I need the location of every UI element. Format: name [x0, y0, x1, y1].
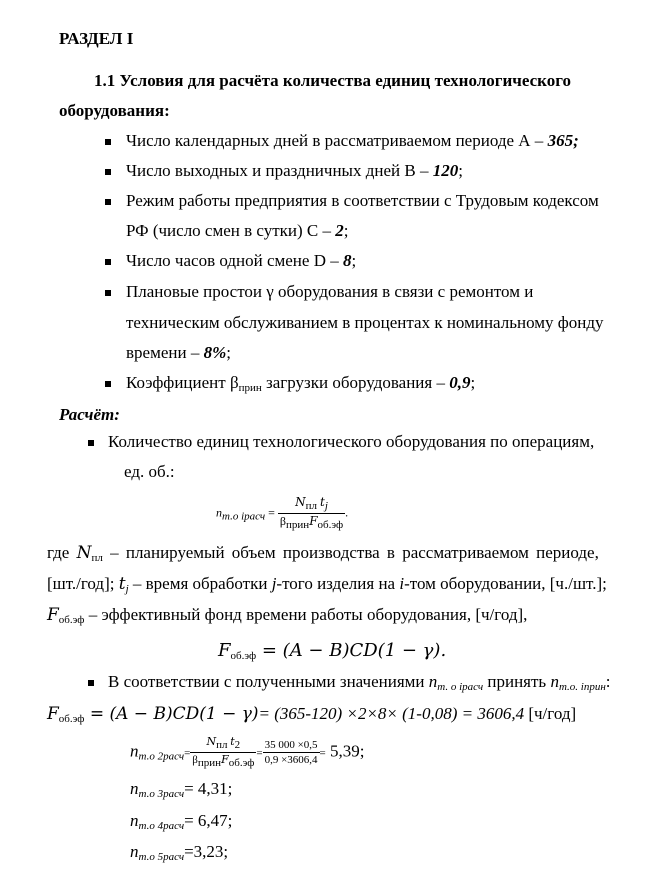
subscript: пл	[91, 552, 103, 564]
formula-var: β	[279, 514, 287, 528]
condition-item-downtime-line3	[126, 343, 231, 363]
condition-value: 365;	[547, 131, 579, 150]
condition-text: Число выходных и праздничных дней В –	[126, 161, 433, 180]
subscript: об.эф	[58, 614, 85, 626]
result-text: В соответствии с полученными значениями	[108, 672, 429, 691]
formula-var: n	[550, 672, 559, 691]
bullet-icon	[105, 259, 111, 265]
formula-unit: [ч/год]	[524, 704, 577, 723]
subscript: 2	[234, 739, 241, 751]
formula-var: n	[130, 741, 139, 761]
fraction-denominator	[278, 514, 345, 532]
condition-item-downtime-line2: техническим обслуживанием в процентах к номинальному фонду	[126, 313, 604, 332]
condition-suffix: ;	[470, 373, 476, 392]
formula-rhs: = (A − B)CD(1 − γ).	[256, 640, 447, 661]
calc-bullet-line1: Количество единиц технологического оборудования по операциям,	[108, 432, 595, 451]
result-value: =3,23;	[184, 842, 229, 861]
section-title: РАЗДЕЛ I	[59, 29, 134, 48]
subscript: т.о. iприн	[558, 681, 606, 693]
formula-var: n	[130, 811, 139, 830]
formula-var: F	[47, 605, 59, 625]
formula-var: n	[130, 779, 139, 798]
condition-value: 2	[335, 221, 344, 240]
fraction-numerator: 35 000 ×0,5	[264, 739, 318, 751]
result-n3	[130, 779, 232, 804]
subsection-title-text: Условия для расчёта количества единиц технологического	[119, 71, 572, 90]
formula-var: t	[230, 735, 235, 748]
condition-suffix: ;	[343, 221, 349, 240]
condition-value: 120	[432, 161, 459, 180]
fraction-denominator	[190, 753, 256, 770]
bullet-icon	[105, 139, 111, 145]
formula-var: F	[47, 704, 59, 724]
formula-result: 5,39;	[325, 741, 365, 761]
subscript: прин	[197, 757, 222, 769]
condition-item-holidays	[126, 161, 463, 181]
formula-eq: =	[268, 505, 275, 520]
fraction-denominator: 0,9 ×3606,4	[264, 754, 318, 766]
fraction	[190, 735, 256, 770]
formula-numeric: = (365-120) ×2×8× (1-0,08) = 3606,4	[258, 704, 525, 723]
subscript: т.о 4расч	[138, 820, 185, 832]
formula-var: β	[192, 754, 198, 766]
formula-var: n	[216, 505, 222, 520]
formula-var: F	[309, 514, 318, 528]
condition-item-shifts-line1: Режим работы предприятия в соответствии с Трудовым кодексом	[126, 191, 599, 210]
fraction-numerator	[190, 735, 256, 753]
subscript: об.эф	[58, 713, 85, 725]
subscript: прин	[286, 519, 310, 531]
subscript: j	[125, 583, 129, 595]
condition-value: 8	[342, 251, 352, 270]
condition-text: Число часов одной смене D –	[126, 251, 343, 270]
bullet-icon	[88, 440, 94, 446]
formula-eq: =	[256, 747, 263, 760]
condition-value: 8%	[203, 343, 227, 362]
fraction-numerator	[278, 495, 345, 514]
condition-text: Коэффициент β	[126, 373, 239, 392]
formula-var: F	[221, 753, 229, 766]
subscript: об.эф	[230, 650, 257, 662]
formula-tail: .	[345, 505, 349, 520]
condition-text: Число календарных дней в рассматриваемом периоде А –	[126, 131, 548, 150]
bullet-icon	[105, 381, 111, 387]
subscript: т.о 3расч	[138, 788, 185, 800]
condition-text: РФ (число смен в сутки) С –	[126, 221, 336, 240]
condition-item-shifts-line2	[126, 221, 349, 241]
formula-effective-fund-numeric	[47, 704, 576, 729]
subscript: j	[324, 500, 328, 512]
condition-text: времени –	[126, 343, 204, 362]
condition-item-downtime-line1: Плановые простои γ оборудования в связи с ремонтом и	[126, 282, 534, 301]
condition-suffix: ;	[226, 343, 231, 362]
subsection-title-line1	[94, 71, 571, 91]
subscript: прин	[238, 382, 262, 394]
subscript: т.о 2расч	[138, 750, 185, 763]
bullet-icon	[105, 169, 111, 175]
condition-item-days	[126, 131, 579, 151]
bullet-icon	[105, 199, 111, 205]
definition-text: -того изделия на	[276, 574, 400, 593]
result-text: принять	[483, 672, 551, 691]
calc-bullet-line2: ед. об.:	[124, 462, 175, 481]
formula-var: n	[130, 842, 139, 861]
subsection-number: 1.1	[94, 71, 116, 90]
subscript: об.эф	[317, 519, 344, 531]
formula-eq: =	[184, 747, 191, 760]
formula-rhs: = (A − B)CD(1 − γ)	[84, 704, 259, 724]
formula-var: N	[295, 495, 306, 509]
formula-effective-fund	[218, 640, 446, 666]
bullet-icon	[105, 290, 111, 296]
subsection-title-line2: оборудования:	[59, 101, 170, 120]
subscript: об.эф	[228, 757, 255, 769]
condition-item-hours	[126, 251, 356, 271]
result-n5	[130, 842, 228, 867]
calc-heading: Расчёт:	[59, 405, 120, 424]
formula-n2	[130, 735, 365, 770]
result-bullet	[108, 672, 611, 697]
condition-suffix: ;	[351, 251, 357, 270]
condition-text: загрузки оборудования –	[261, 373, 450, 392]
subscript: т.о iрасч	[222, 510, 266, 523]
subscript: т.о 5расч	[138, 851, 185, 863]
formula-eq: =	[319, 747, 326, 760]
definition-text: – время обработки	[128, 574, 272, 593]
definition-line3	[47, 605, 527, 630]
result-value: = 6,47;	[184, 811, 233, 830]
definition-text: [шт./год];	[47, 574, 119, 593]
formula-var: F	[218, 640, 231, 661]
formula-var: n	[428, 672, 438, 691]
result-text: :	[605, 672, 611, 691]
condition-value: 0,9	[449, 373, 471, 392]
formula-var: t	[320, 495, 325, 509]
subscript: пл	[216, 739, 228, 751]
formula-var: i	[399, 574, 405, 593]
definition-text: – эффективный фонд времени работы оборудования, [ч/год],	[84, 605, 528, 624]
subscript: т. о iрасч	[437, 681, 484, 693]
fraction	[278, 495, 345, 532]
definition-line2	[47, 574, 607, 599]
result-n4	[130, 811, 232, 836]
condition-item-load-factor	[126, 373, 475, 398]
formula-var: N	[76, 543, 92, 563]
definition-text: где	[47, 543, 77, 562]
bullet-icon	[88, 680, 94, 686]
definition-line1	[47, 543, 599, 568]
formula-units-count	[216, 495, 348, 532]
definition-text: – планируемый объем производства в рассматриваемом периоде,	[102, 543, 599, 562]
subscript: пл	[305, 500, 318, 512]
formula-var: t	[118, 574, 126, 594]
condition-suffix: ;	[458, 161, 463, 180]
formula-var: N	[206, 735, 217, 748]
result-value: = 4,31;	[184, 779, 233, 798]
definition-text: -том оборудовании, [ч./шт.];	[404, 574, 607, 593]
formula-var: j	[271, 574, 277, 593]
fraction	[263, 738, 320, 767]
